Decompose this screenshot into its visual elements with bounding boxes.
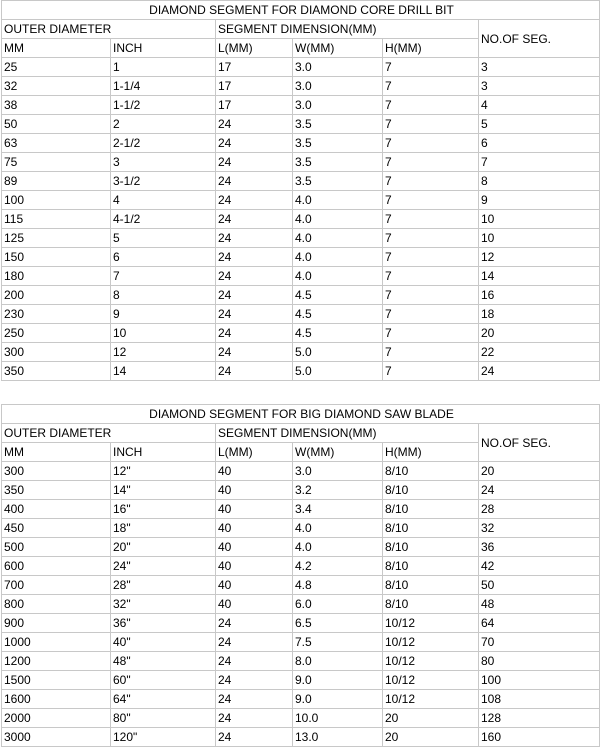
cell-length: 24 bbox=[216, 191, 293, 210]
column-header-inch: INCH bbox=[111, 443, 216, 462]
cell-height: 8/10 bbox=[383, 557, 479, 576]
cell-mm: 1600 bbox=[2, 690, 111, 709]
cell-height: 10/12 bbox=[383, 652, 479, 671]
table-row bbox=[2, 77, 600, 96]
cell-mm: 250 bbox=[2, 324, 111, 343]
cell-width: 5.0 bbox=[293, 343, 383, 362]
cell-height: 8/10 bbox=[383, 538, 479, 557]
cell-mm: 600 bbox=[2, 557, 111, 576]
table-row bbox=[2, 134, 600, 153]
table-row bbox=[2, 362, 600, 381]
cell-height: 7 bbox=[383, 191, 479, 210]
column-header-length: L(MM) bbox=[216, 443, 293, 462]
cell-mm: 700 bbox=[2, 576, 111, 595]
cell-width: 4.2 bbox=[293, 557, 383, 576]
table-row bbox=[2, 481, 600, 500]
cell-height: 7 bbox=[383, 77, 479, 96]
cell-height: 7 bbox=[383, 210, 479, 229]
group-header-row bbox=[2, 20, 600, 39]
cell-width: 6.5 bbox=[293, 614, 383, 633]
cell-height: 7 bbox=[383, 286, 479, 305]
column-header-width: W(MM) bbox=[293, 443, 383, 462]
cell-no-of-seg: 3 bbox=[479, 77, 600, 96]
cell-no-of-seg: 20 bbox=[479, 324, 600, 343]
cell-height: 7 bbox=[383, 96, 479, 115]
cell-width: 4.0 bbox=[293, 267, 383, 286]
cell-mm: 25 bbox=[2, 58, 111, 77]
table-body bbox=[2, 405, 600, 747]
cell-mm: 350 bbox=[2, 362, 111, 381]
cell-length: 40 bbox=[216, 576, 293, 595]
cell-mm: 300 bbox=[2, 462, 111, 481]
segment-dimension-header: SEGMENT DIMENSION(MM) bbox=[216, 20, 479, 39]
cell-mm: 200 bbox=[2, 286, 111, 305]
cell-width: 3.5 bbox=[293, 134, 383, 153]
cell-length: 40 bbox=[216, 519, 293, 538]
table-row bbox=[2, 671, 600, 690]
cell-width: 3.5 bbox=[293, 172, 383, 191]
cell-inch: 64" bbox=[111, 690, 216, 709]
cell-no-of-seg: 18 bbox=[479, 305, 600, 324]
cell-length: 40 bbox=[216, 557, 293, 576]
cell-mm: 3000 bbox=[2, 728, 111, 747]
table-body bbox=[2, 1, 600, 381]
cell-no-of-seg: 10 bbox=[479, 229, 600, 248]
cell-length: 17 bbox=[216, 96, 293, 115]
cell-no-of-seg: 9 bbox=[479, 191, 600, 210]
cell-inch: 12" bbox=[111, 462, 216, 481]
cell-width: 7.5 bbox=[293, 633, 383, 652]
cell-length: 24 bbox=[216, 614, 293, 633]
cell-height: 8/10 bbox=[383, 576, 479, 595]
cell-mm: 89 bbox=[2, 172, 111, 191]
table-title-row bbox=[2, 405, 600, 424]
table-row bbox=[2, 153, 600, 172]
cell-length: 24 bbox=[216, 690, 293, 709]
cell-length: 24 bbox=[216, 134, 293, 153]
cell-height: 7 bbox=[383, 267, 479, 286]
cell-width: 3.2 bbox=[293, 481, 383, 500]
cell-inch: 24" bbox=[111, 557, 216, 576]
table-row bbox=[2, 652, 600, 671]
cell-height: 20 bbox=[383, 728, 479, 747]
cell-inch: 2-1/2 bbox=[111, 134, 216, 153]
cell-inch: 12 bbox=[111, 343, 216, 362]
cell-length: 24 bbox=[216, 267, 293, 286]
cell-no-of-seg: 20 bbox=[479, 462, 600, 481]
cell-width: 4.0 bbox=[293, 248, 383, 267]
table-row bbox=[2, 115, 600, 134]
cell-mm: 230 bbox=[2, 305, 111, 324]
cell-width: 8.0 bbox=[293, 652, 383, 671]
cell-no-of-seg: 36 bbox=[479, 538, 600, 557]
cell-height: 7 bbox=[383, 153, 479, 172]
cell-no-of-seg: 16 bbox=[479, 286, 600, 305]
cell-length: 40 bbox=[216, 595, 293, 614]
table-row bbox=[2, 324, 600, 343]
table-row bbox=[2, 614, 600, 633]
table-row bbox=[2, 519, 600, 538]
cell-mm: 150 bbox=[2, 248, 111, 267]
cell-no-of-seg: 70 bbox=[479, 633, 600, 652]
cell-length: 24 bbox=[216, 248, 293, 267]
column-header-mm: MM bbox=[2, 443, 111, 462]
cell-length: 40 bbox=[216, 538, 293, 557]
cell-length: 24 bbox=[216, 229, 293, 248]
cell-height: 7 bbox=[383, 229, 479, 248]
no-of-seg-header: NO.OF SEG. bbox=[479, 424, 600, 462]
table-row bbox=[2, 343, 600, 362]
cell-length: 24 bbox=[216, 286, 293, 305]
cell-height: 10/12 bbox=[383, 690, 479, 709]
cell-inch: 4 bbox=[111, 191, 216, 210]
cell-length: 24 bbox=[216, 671, 293, 690]
cell-mm: 1000 bbox=[2, 633, 111, 652]
cell-width: 4.0 bbox=[293, 210, 383, 229]
table-row bbox=[2, 172, 600, 191]
column-header-height: H(MM) bbox=[383, 39, 479, 58]
cell-height: 7 bbox=[383, 248, 479, 267]
table-row bbox=[2, 210, 600, 229]
cell-width: 3.0 bbox=[293, 96, 383, 115]
cell-height: 7 bbox=[383, 115, 479, 134]
cell-inch: 80" bbox=[111, 709, 216, 728]
cell-inch: 48" bbox=[111, 652, 216, 671]
cell-inch: 120" bbox=[111, 728, 216, 747]
cell-height: 20 bbox=[383, 709, 479, 728]
segment-dimension-header: SEGMENT DIMENSION(MM) bbox=[216, 424, 479, 443]
cell-height: 8/10 bbox=[383, 481, 479, 500]
cell-length: 24 bbox=[216, 362, 293, 381]
table-row bbox=[2, 58, 600, 77]
cell-mm: 115 bbox=[2, 210, 111, 229]
cell-width: 4.0 bbox=[293, 229, 383, 248]
no-of-seg-header: NO.OF SEG. bbox=[479, 20, 600, 58]
outer-diameter-header: OUTER DIAMETER bbox=[2, 424, 216, 443]
cell-mm: 900 bbox=[2, 614, 111, 633]
cell-inch: 3 bbox=[111, 153, 216, 172]
column-header-height: H(MM) bbox=[383, 443, 479, 462]
table-row bbox=[2, 191, 600, 210]
cell-mm: 400 bbox=[2, 500, 111, 519]
core-drill-segment-table bbox=[1, 0, 600, 381]
cell-inch: 10 bbox=[111, 324, 216, 343]
cell-length: 24 bbox=[216, 153, 293, 172]
cell-mm: 500 bbox=[2, 538, 111, 557]
cell-mm: 300 bbox=[2, 343, 111, 362]
cell-inch: 18" bbox=[111, 519, 216, 538]
cell-width: 13.0 bbox=[293, 728, 383, 747]
cell-length: 24 bbox=[216, 728, 293, 747]
cell-mm: 75 bbox=[2, 153, 111, 172]
cell-width: 6.0 bbox=[293, 595, 383, 614]
cell-width: 4.8 bbox=[293, 576, 383, 595]
cell-height: 7 bbox=[383, 172, 479, 191]
cell-no-of-seg: 4 bbox=[479, 96, 600, 115]
cell-no-of-seg: 100 bbox=[479, 671, 600, 690]
cell-no-of-seg: 5 bbox=[479, 115, 600, 134]
saw-blade-segment-table bbox=[1, 404, 600, 747]
cell-length: 24 bbox=[216, 172, 293, 191]
cell-no-of-seg: 160 bbox=[479, 728, 600, 747]
table-row bbox=[2, 728, 600, 747]
cell-inch: 14 bbox=[111, 362, 216, 381]
cell-length: 24 bbox=[216, 343, 293, 362]
cell-height: 10/12 bbox=[383, 614, 479, 633]
cell-no-of-seg: 28 bbox=[479, 500, 600, 519]
table-title-row bbox=[2, 1, 600, 20]
cell-no-of-seg: 8 bbox=[479, 172, 600, 191]
cell-length: 40 bbox=[216, 500, 293, 519]
cell-length: 24 bbox=[216, 324, 293, 343]
cell-no-of-seg: 22 bbox=[479, 343, 600, 362]
cell-height: 8/10 bbox=[383, 595, 479, 614]
cell-no-of-seg: 7 bbox=[479, 153, 600, 172]
cell-mm: 50 bbox=[2, 115, 111, 134]
cell-length: 24 bbox=[216, 709, 293, 728]
table-row bbox=[2, 500, 600, 519]
cell-no-of-seg: 24 bbox=[479, 362, 600, 381]
cell-height: 7 bbox=[383, 305, 479, 324]
cell-mm: 38 bbox=[2, 96, 111, 115]
cell-inch: 8 bbox=[111, 286, 216, 305]
cell-inch: 16" bbox=[111, 500, 216, 519]
table-row bbox=[2, 267, 600, 286]
cell-inch: 3-1/2 bbox=[111, 172, 216, 191]
cell-inch: 9 bbox=[111, 305, 216, 324]
cell-width: 4.0 bbox=[293, 519, 383, 538]
cell-mm: 800 bbox=[2, 595, 111, 614]
table-row bbox=[2, 557, 600, 576]
cell-no-of-seg: 10 bbox=[479, 210, 600, 229]
column-header-mm: MM bbox=[2, 39, 111, 58]
table-row bbox=[2, 709, 600, 728]
column-header-length: L(MM) bbox=[216, 39, 293, 58]
cell-inch: 14" bbox=[111, 481, 216, 500]
cell-length: 40 bbox=[216, 481, 293, 500]
cell-inch: 1-1/4 bbox=[111, 77, 216, 96]
outer-diameter-header: OUTER DIAMETER bbox=[2, 20, 216, 39]
cell-length: 17 bbox=[216, 77, 293, 96]
cell-no-of-seg: 3 bbox=[479, 58, 600, 77]
cell-width: 3.5 bbox=[293, 115, 383, 134]
cell-height: 7 bbox=[383, 58, 479, 77]
cell-no-of-seg: 80 bbox=[479, 652, 600, 671]
cell-width: 9.0 bbox=[293, 671, 383, 690]
cell-height: 7 bbox=[383, 324, 479, 343]
cell-width: 3.5 bbox=[293, 153, 383, 172]
cell-mm: 450 bbox=[2, 519, 111, 538]
cell-inch: 32" bbox=[111, 595, 216, 614]
cell-height: 7 bbox=[383, 134, 479, 153]
cell-mm: 63 bbox=[2, 134, 111, 153]
cell-inch: 7 bbox=[111, 267, 216, 286]
cell-mm: 180 bbox=[2, 267, 111, 286]
cell-height: 7 bbox=[383, 362, 479, 381]
table-title: DIAMOND SEGMENT FOR BIG DIAMOND SAW BLADE bbox=[2, 405, 600, 424]
cell-length: 24 bbox=[216, 210, 293, 229]
cell-inch: 2 bbox=[111, 115, 216, 134]
cell-inch: 5 bbox=[111, 229, 216, 248]
cell-no-of-seg: 50 bbox=[479, 576, 600, 595]
cell-inch: 36" bbox=[111, 614, 216, 633]
table-title: DIAMOND SEGMENT FOR DIAMOND CORE DRILL BIT bbox=[2, 1, 600, 20]
table-row bbox=[2, 248, 600, 267]
cell-no-of-seg: 48 bbox=[479, 595, 600, 614]
cell-width: 4.5 bbox=[293, 286, 383, 305]
cell-no-of-seg: 6 bbox=[479, 134, 600, 153]
cell-mm: 100 bbox=[2, 191, 111, 210]
cell-height: 8/10 bbox=[383, 462, 479, 481]
cell-length: 24 bbox=[216, 652, 293, 671]
cell-width: 3.0 bbox=[293, 58, 383, 77]
table-row bbox=[2, 462, 600, 481]
cell-no-of-seg: 32 bbox=[479, 519, 600, 538]
table-row bbox=[2, 96, 600, 115]
cell-no-of-seg: 24 bbox=[479, 481, 600, 500]
cell-length: 17 bbox=[216, 58, 293, 77]
cell-width: 4.0 bbox=[293, 191, 383, 210]
table-row bbox=[2, 286, 600, 305]
cell-no-of-seg: 12 bbox=[479, 248, 600, 267]
cell-no-of-seg: 128 bbox=[479, 709, 600, 728]
cell-width: 4.5 bbox=[293, 324, 383, 343]
cell-width: 9.0 bbox=[293, 690, 383, 709]
cell-no-of-seg: 42 bbox=[479, 557, 600, 576]
cell-height: 8/10 bbox=[383, 519, 479, 538]
cell-height: 8/10 bbox=[383, 500, 479, 519]
cell-mm: 2000 bbox=[2, 709, 111, 728]
cell-inch: 28" bbox=[111, 576, 216, 595]
cell-inch: 1 bbox=[111, 58, 216, 77]
cell-mm: 1500 bbox=[2, 671, 111, 690]
table-row bbox=[2, 595, 600, 614]
cell-length: 24 bbox=[216, 305, 293, 324]
cell-width: 10.0 bbox=[293, 709, 383, 728]
cell-width: 5.0 bbox=[293, 362, 383, 381]
cell-width: 3.0 bbox=[293, 462, 383, 481]
cell-mm: 1200 bbox=[2, 652, 111, 671]
cell-no-of-seg: 108 bbox=[479, 690, 600, 709]
cell-inch: 4-1/2 bbox=[111, 210, 216, 229]
table-row bbox=[2, 305, 600, 324]
column-header-inch: INCH bbox=[111, 39, 216, 58]
cell-length: 40 bbox=[216, 462, 293, 481]
table-row bbox=[2, 690, 600, 709]
cell-width: 3.4 bbox=[293, 500, 383, 519]
cell-height: 7 bbox=[383, 343, 479, 362]
cell-height: 10/12 bbox=[383, 671, 479, 690]
table-row bbox=[2, 633, 600, 652]
cell-width: 3.0 bbox=[293, 77, 383, 96]
cell-inch: 6 bbox=[111, 248, 216, 267]
table-row bbox=[2, 576, 600, 595]
cell-no-of-seg: 64 bbox=[479, 614, 600, 633]
group-header-row bbox=[2, 424, 600, 443]
cell-width: 4.0 bbox=[293, 538, 383, 557]
cell-inch: 60" bbox=[111, 671, 216, 690]
cell-inch: 40" bbox=[111, 633, 216, 652]
cell-inch: 20" bbox=[111, 538, 216, 557]
cell-mm: 32 bbox=[2, 77, 111, 96]
cell-length: 24 bbox=[216, 633, 293, 652]
cell-height: 10/12 bbox=[383, 633, 479, 652]
table-row bbox=[2, 538, 600, 557]
cell-length: 24 bbox=[216, 115, 293, 134]
column-header-width: W(MM) bbox=[293, 39, 383, 58]
cell-width: 4.5 bbox=[293, 305, 383, 324]
cell-mm: 125 bbox=[2, 229, 111, 248]
cell-mm: 350 bbox=[2, 481, 111, 500]
cell-inch: 1-1/2 bbox=[111, 96, 216, 115]
cell-no-of-seg: 14 bbox=[479, 267, 600, 286]
table-row bbox=[2, 229, 600, 248]
